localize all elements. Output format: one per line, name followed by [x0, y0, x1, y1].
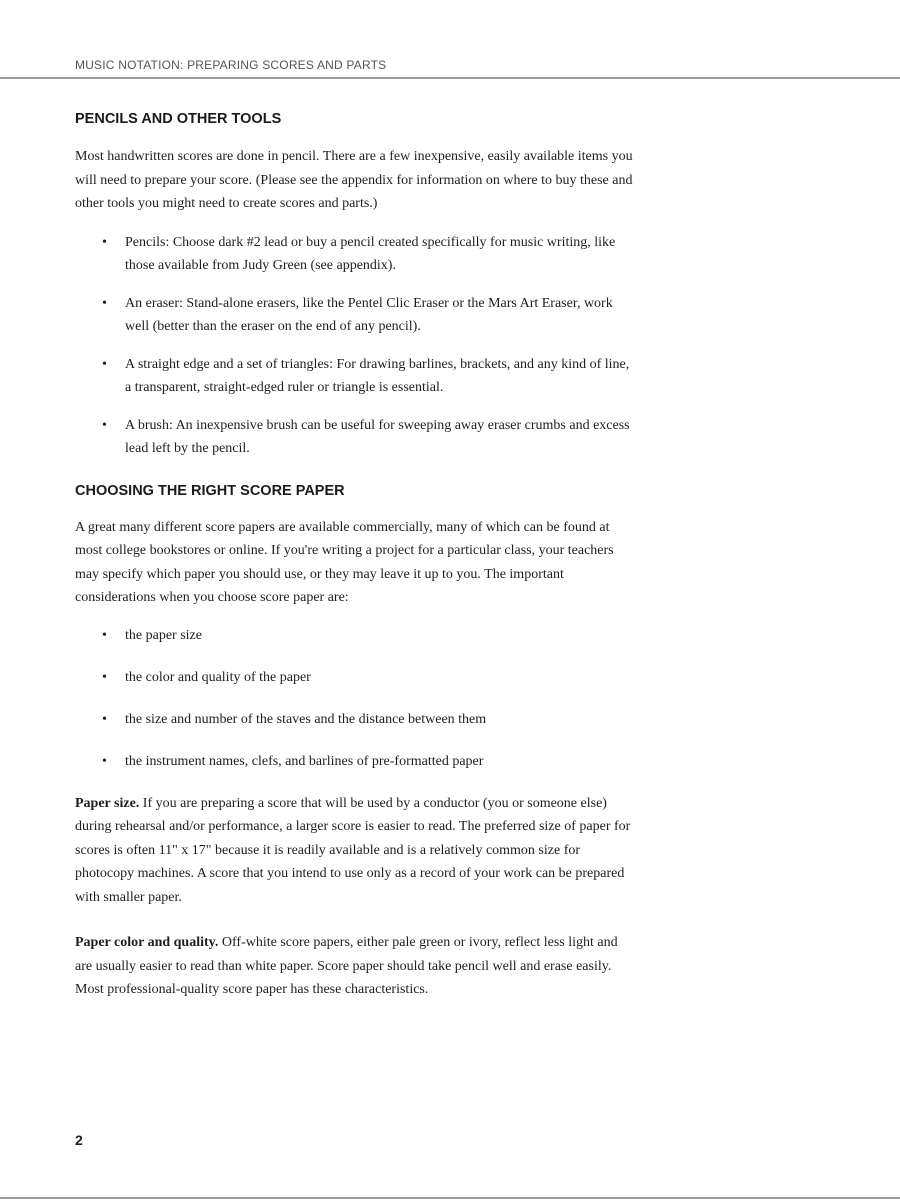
list-item-text: the color and quality of the paper: [125, 669, 311, 685]
paragraph-paper-color: [75, 931, 635, 1002]
header-rule: [0, 77, 900, 79]
list-item-text: the paper size: [125, 627, 202, 643]
run-in-heading-paper-color: Paper color and quality.: [75, 935, 219, 950]
list-item-text: An eraser: Stand-alone erasers, like the Pentel Clic Eraser or the Mars Art Eraser, work well (better than the eraser on the end of any pencil).: [125, 295, 613, 334]
list-item-text: the instrument names, clefs, and barlines of pre-formatted paper: [125, 753, 484, 769]
list-item: [75, 624, 635, 647]
bullet-icon: •: [102, 295, 107, 311]
running-head: MUSIC NOTATION: PREPARING SCORES AND PARTS: [75, 58, 387, 72]
bullet-icon: •: [102, 753, 107, 769]
list-item: [75, 750, 635, 773]
list-item: [75, 231, 635, 277]
list-item: [75, 708, 635, 731]
considerations-list: [75, 624, 635, 773]
bullet-icon: •: [102, 627, 107, 643]
section-heading-score-paper: CHOOSING THE RIGHT SCORE PAPER: [75, 482, 345, 499]
list-item-text: A brush: An inexpensive brush can be useful for sweeping away eraser crumbs and excess lead left by the pencil.: [125, 417, 630, 456]
page-number: 2: [75, 1132, 83, 1148]
run-in-heading-paper-size: Paper size.: [75, 795, 140, 811]
bullet-icon: •: [102, 711, 107, 727]
list-item-text: the size and number of the staves and the distance between them: [125, 711, 487, 727]
list-item: [75, 353, 635, 399]
bullet-icon: •: [102, 417, 107, 433]
section-heading-pencils: PENCILS AND OTHER TOOLS: [75, 111, 282, 127]
bullet-icon: •: [102, 234, 107, 250]
list-item: [75, 292, 635, 338]
list-item-text: Pencils: Choose dark #2 lead or buy a pencil created specifically for music writing, like those available from Judy Green (see appendix).: [125, 234, 616, 273]
footer-rule: [0, 1197, 900, 1199]
list-item: [75, 666, 635, 689]
paragraph-score-paper-intro: A great many different score papers are available commercially, many of which can be found at most college bookstores or online. If you're writing a project for a particular class, your teachers may specify which paper you should use, or they may leave it up to you. The important considerations when you choose score paper are:: [75, 519, 614, 605]
tools-list: [75, 231, 635, 460]
bullet-icon: •: [102, 669, 107, 685]
list-item-text: A straight edge and a set of triangles: For drawing barlines, brackets, and any kind of line, a transparent, straight-edged ruler or triangle is essential.: [125, 356, 630, 395]
list-item: [75, 414, 635, 460]
paper-color-text: Off-white score papers, either pale green or ivory, reflect less light and are usually easier to read than white paper. Score paper should take pencil well and erase easily. Most professional-quality score paper has these characteristics.: [75, 935, 618, 997]
bullet-icon: •: [102, 356, 107, 372]
paragraph-tools-intro: Most handwritten scores are done in pencil. There are a few inexpensive, easily available items you will need to prepare your score. (Please see the appendix for information on where to buy these and other tools you might need to create scores and parts.): [75, 149, 633, 211]
paper-size-text: If you are preparing a score that will be used by a conductor (you or someone else) during rehearsal and/or performance, a larger score is easier to read. The preferred size of paper for scores is often 11" x 17" because it is readily available and is a relatively common size for photocopy machines. A score that you intend to use only as a record of your work can be prepared with smaller paper.: [75, 795, 631, 905]
page-body: [75, 108, 635, 1002]
paragraph-paper-size: [75, 792, 635, 910]
